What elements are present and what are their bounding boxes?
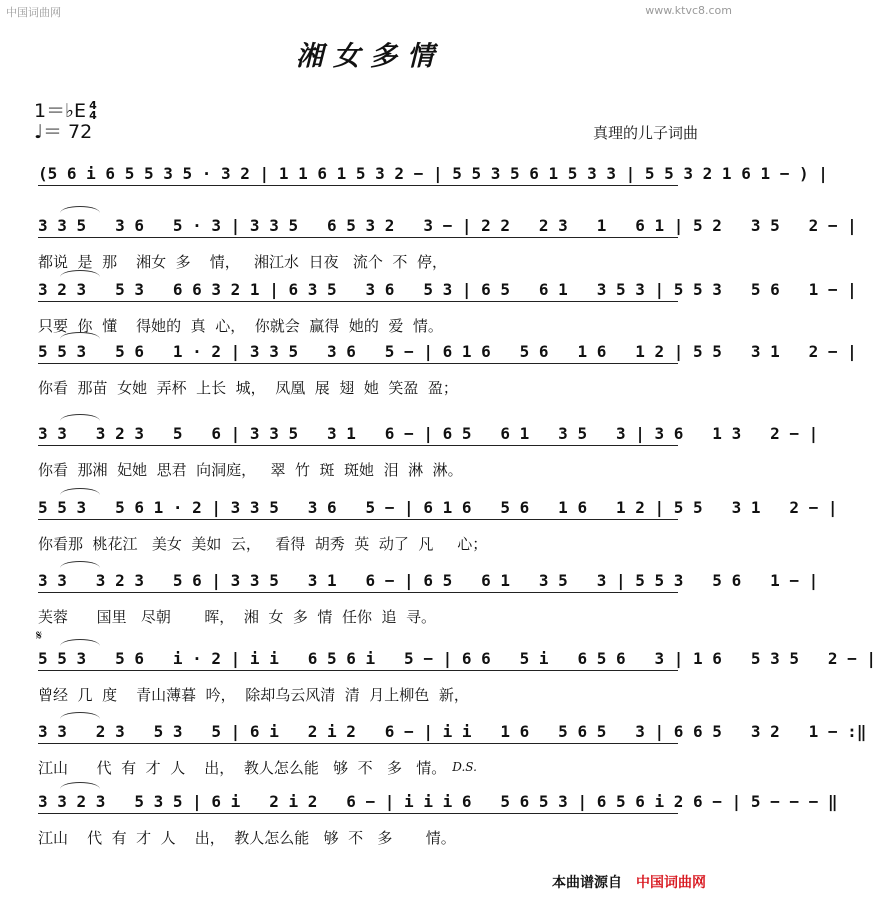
tempo-label: ♩＝ 72	[34, 120, 93, 143]
lyrics-text: 江山 代 有 才 人 出， 教人怎么能 够 不 多 情。	[38, 828, 456, 847]
lyrics-text: 你看那 桃花江 美女 美如 云， 看得 胡秀 英 动了 凡 心；	[38, 534, 488, 553]
composer-credit: 真理的儿子词曲	[592, 124, 698, 142]
beam-line	[38, 301, 678, 302]
notation-text: 3 3 2 3 5 3 5 | 6 i 2 i 2 6 − | i i i 6 5 6 5 3 | 6 5 6 i 2 6 − | 5 − − − ‖	[38, 791, 838, 811]
beam-line	[38, 670, 678, 671]
lyrics-text: 你看 那湘 妃她 思君 向洞庭， 翠 竹 斑 斑她 泪 淋 淋。	[38, 460, 463, 479]
notation-line	[38, 214, 857, 236]
notation-text: 5 5 3 5 6 1 · 2 | 3 3 5 3 6 5 − | 6 1 6 5 6 1 6 1 2 | 5 5 3 1 2 − |	[38, 497, 838, 517]
notation-text: 3 3 3 2 3 5 6 | 3 3 5 3 1 6 − | 6 5 6 1 3 5 3 | 5 5 3 5 6 1 − |	[38, 570, 819, 590]
key-signature	[34, 100, 97, 142]
beam-line	[38, 237, 678, 238]
beam-line	[38, 519, 678, 520]
lyrics-line	[38, 250, 708, 272]
notation-text: 3 2 3 5 3 6 6 3 2 1 | 6 3 5 3 6 5 3 | 6 5 6 1 3 5 3 | 5 5 3 5 6 1 − |	[38, 279, 857, 299]
beam-line	[38, 445, 678, 446]
slur-mark	[60, 712, 100, 719]
watermark-left: 中国词曲网	[6, 6, 61, 19]
notation-line	[38, 162, 828, 184]
time-top: 4	[89, 98, 97, 112]
notation-line	[38, 720, 867, 742]
time-bottom: 4	[89, 108, 97, 122]
lyrics-text: 曾经 几 度 青山薄暮 吟， 除却乌云风清 清 月上柳色 新，	[38, 685, 469, 704]
notation-text: (5 6 i 6 5 5 3 5 · 3 2 | 1 1 6 1 5 3 2 − | 5 5 3 5 6 1 5 3 3 | 5 5 3 2 1 6 1 − ) |	[38, 163, 828, 183]
notation-line	[38, 422, 819, 444]
notation-text: 3 3 2 3 5 3 5 | 6 i 2 i 2 6 − | i i 1 6 5 6 5 3 | 6 6 5 3 2 1 − :‖	[38, 721, 867, 741]
lyrics-line	[38, 756, 708, 778]
notation-line	[38, 340, 857, 362]
lyrics-line	[38, 605, 708, 627]
footer-source-label: 本曲谱源自	[552, 875, 622, 891]
beam-line	[38, 813, 678, 814]
notation-text: 3 3 5 3 6 5 · 3 | 3 3 5 6 5 3 2 3 − | 2 2 2 3 1 6 1 | 5 2 3 5 2 − |	[38, 215, 857, 235]
lyrics-line	[38, 683, 708, 705]
lyrics-line	[38, 532, 708, 554]
notation-text: 5 5 3 5 6 1 · 2 | 3 3 5 3 6 5 − | 6 1 6 5 6 1 6 1 2 | 5 5 3 1 2 − |	[38, 341, 857, 361]
lyrics-line	[38, 826, 708, 848]
watermark-right: www.ktvc8.com	[645, 4, 732, 17]
slur-mark	[60, 332, 100, 339]
lyrics-line	[38, 458, 708, 480]
ds-mark: D.S.	[452, 760, 477, 774]
slur-mark	[60, 488, 100, 495]
lyrics-text: 你看 那苗 女她 弄杯 上长 城， 凤凰 展 翅 她 笑盈 盈；	[38, 378, 458, 397]
lyrics-text: 江山 代 有 才 人 出， 教人怎么能 够 不 多 情。	[38, 758, 447, 777]
song-title: 湘女多情	[296, 41, 444, 72]
beam-line	[38, 592, 678, 593]
notation-text: 5 5 3 5 6 i · 2 | i i 6 5 6 i 5 − | 6 6 5 i 6 5 6 3 | 1 6 5 3 5 2 − |	[38, 648, 876, 668]
beam-line	[38, 185, 678, 186]
segno-sign: 𝄋	[36, 628, 43, 644]
beam-line	[38, 363, 678, 364]
slur-mark	[60, 206, 100, 213]
notation-line	[38, 647, 876, 669]
lyrics-text: 只要 你 懂 得她的 真 心， 你就会 赢得 她的 爱 情。	[38, 316, 443, 335]
notation-line	[38, 790, 838, 812]
footer-source-site: 中国词曲网	[636, 875, 706, 891]
slur-mark	[60, 561, 100, 568]
lyrics-line	[38, 314, 708, 336]
notation-line	[38, 569, 819, 591]
slur-mark	[60, 782, 100, 789]
notation-text: 3 3 3 2 3 5 6 | 3 3 5 3 1 6 − | 6 5 6 1 3 5 3 | 3 6 1 3 2 − |	[38, 423, 819, 443]
beam-line	[38, 743, 678, 744]
slur-mark	[60, 414, 100, 421]
key-label: 1＝♭E	[34, 99, 87, 122]
lyrics-text: 都说 是 那 湘女 多 情， 湘江水 日夜 流个 不 停，	[38, 252, 447, 271]
notation-line	[38, 496, 838, 518]
slur-mark	[60, 639, 100, 646]
lyrics-text: 芙蓉 国里 尽朝 晖， 湘 女 多 情 任你 追 寻。	[38, 607, 437, 626]
lyrics-line	[38, 376, 708, 398]
time-signature	[89, 98, 97, 122]
slur-mark	[60, 270, 100, 277]
notation-line	[38, 278, 857, 300]
footer-source	[552, 872, 706, 892]
